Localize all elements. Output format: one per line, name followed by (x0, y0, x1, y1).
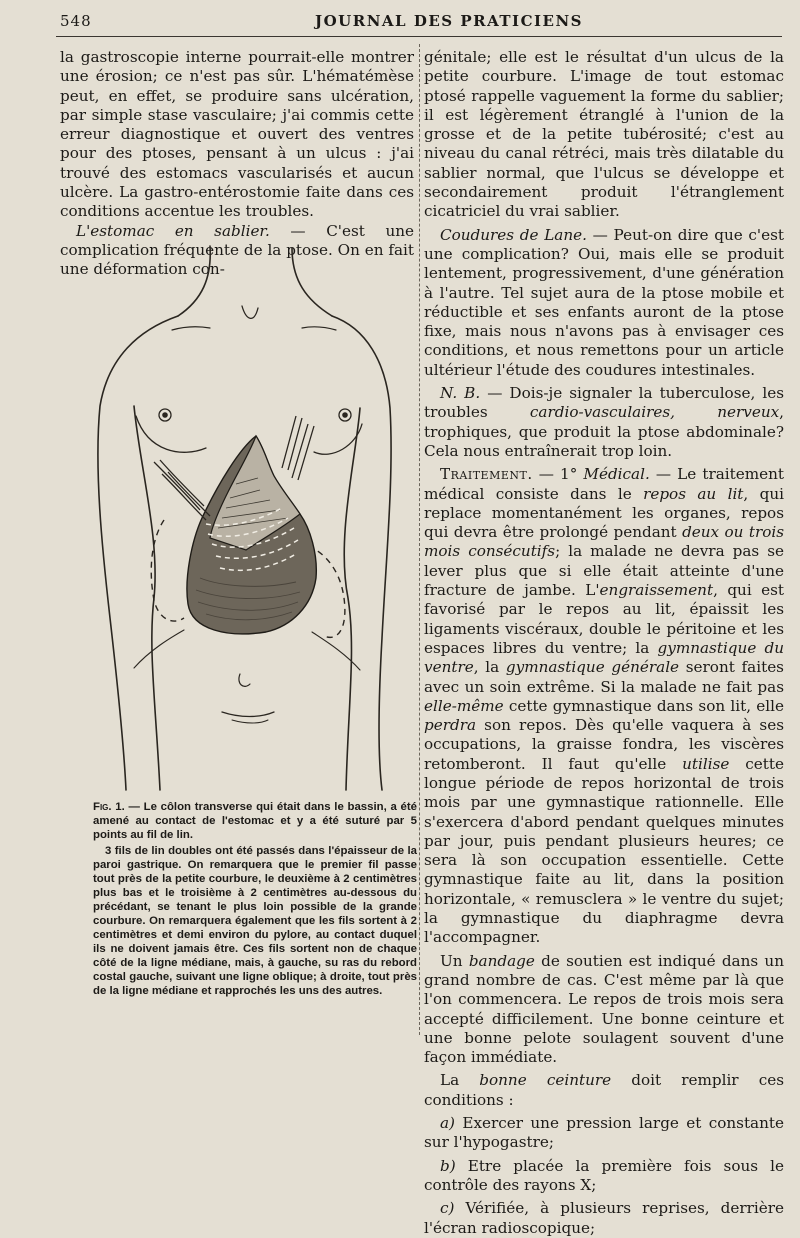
neck-left-line (178, 246, 210, 316)
right-paragraph-bandage: Un bandage de soutien est indiqué dans un grand nombre de cas. C'est même par là que l'on commencera. Le repos de trois mois sera accepté difficilement. Une bonne ceinture et une bonne pelote soulagent souvent d'une façon immédiate. (424, 951, 784, 1067)
left-arm-outline (98, 316, 178, 790)
header-rule (56, 36, 782, 37)
left-paragraph-2: L'estomac en sablier. — C'est une complication fréquente de la ptose. On en fait une déformation con- (60, 221, 414, 279)
column-divider (419, 44, 420, 1035)
caption-paragraph-2: 3 fils de lin doubles ont été passés dans l'épaisseur de la paroi gastrique. On remarquera que le premier fil passe tout près de la petite courbure, le deuxième à 2 centimètres plus bas et le troisième à 2 centimètres au-dessous du précédant, se tenant le plus loin possible de la grande courbure. On remarquera également que les fils sortent à 2 centimètres et demi environ du pylore, au contact duquel ils ne doivent jamais être. Ces fils sortent non de chaque côté de la ligne médiane, mais, à gauche, su ras du rebord costal gauche, suivant une ligne oblique; à droite, tout près de la ligne médiane et rapprochés les uns des autres. (93, 845, 417, 997)
section-title-sablier: L'estomac en sablier. (76, 221, 270, 240)
caption-line-1: Fig. 1. — Le côlon transverse qui était dans le bassin, a été amené au contact de l'estomac et y a été suturé par 5 points au fil de lin. (93, 801, 417, 841)
page-number: 548 (60, 12, 92, 30)
torso-illustration (60, 238, 414, 793)
right-paragraph-nb: N. B. — Dois-je signaler la tuberculose, les troubles cardio-vasculaires, nerveux, trophiques, que produit la ptose abdominale? Cela nous entraînerait trop loin. (424, 384, 784, 460)
figure-anatomical-illustration (60, 238, 414, 793)
thread-right-1 (282, 416, 296, 468)
right-paragraph-lane: Coudures de Lane. — Peut-on dire que c'est une complication? Oui, mais elle se produit lentement, progressivement, d'une génération à l'autre. Tel sujet aura de la ptose mobile et réductible et ses enfants auront de la ptose fixe, mais nous n'avons pas à envisager ces conditions, et nous remettons pour un article ultérieur l'étude des coudures intestinales. (424, 225, 784, 379)
colon-dashed-left (151, 520, 184, 621)
page-header (60, 12, 780, 34)
right-paragraph-1: génitale; elle est le résultat d'un ulcus de la petite courbure. L'image de tout estomac ptosé rappelle vaguement la forme du sablier; il est légèrement étranglé à l'union de la grosse et de la petite tubérosité; c'est au niveau du canal rétréci, mais très dilatable du sablier normal, que l'ulcus se développe et secondairement produit l'étranglement cicatriciel du vrai sablier. (424, 48, 784, 221)
neck-right-line (292, 248, 332, 316)
journal-title: JOURNAL DES PRATICIENS (315, 12, 583, 30)
list-item-a: a) Exercer une pression large et constante sur l'hypogastre; (424, 1114, 784, 1152)
torso-right-side (344, 408, 360, 790)
left-paragraph-1: la gastroscopie interne pourrait-elle montrer une érosion; ce n'est pas sûr. L'hématémèse peut, en effet, se produire sans ulcération, par simple stase vasculaire; j'ai commis cette erreur diagnostique et ouvert des ventres pour des ptoses, pensant à un ulcus : j'ai trouvé des estomacs vascularisés et aucun ulcère. La gastro-entérostomie faite dans ces conditions accentue les troubles. (60, 48, 414, 221)
stomach-shape (187, 436, 316, 634)
right-paragraph-traitement: Traitement. — 1° Médical. — Le traitement médical consiste dans le repos au lit, qui replace momentanément les organes, repos qui devra être prolongé pendant deux ou trois mois consécutifs; la malade ne devra pas se lever plus que si elle était atteinte d'une fracture de jambe. L'engraissement, qui est favorisé par le repos au lit, épaissit les ligaments viscéraux, double le péritoine et les espaces libres du ventre; la gymnastique du ventre, la gymnastique générale seront faites avec un soin extrême. Si la malade ne fait pas elle-même cette gymnastique dans son lit, elle perdra son repos. Dès qu'elle vaquera à ses occupations, la graisse fondra, les viscères retomberont. Il faut qu'elle utilise cette longue période de repos horizontal de trois mois par une gymnastique rationnelle. Elle s'exercera d'abord pendant quelques minutes par jour, puis pendant plusieurs heures; ce sera là son occupation essentielle. Cette gymnastique faite au lit, dans la position horizontale, « remusclera » le ventre du sujet; la gymnastique du diaphragme devra l'accompagner. (424, 465, 784, 947)
list-item-b: b) Etre placée la première fois sous le contrôle des rayons X; (424, 1156, 784, 1194)
right-arm-outline (332, 316, 391, 790)
figure-caption (93, 800, 417, 1000)
right-column (424, 48, 784, 1238)
right-paragraph-ceinture: La bonne ceinture doit remplir ces conditions : (424, 1071, 784, 1109)
list-item-c: c) Vérifiée, à plusieurs reprises, derrière l'écran radioscopique; (424, 1199, 784, 1237)
thread-left-1 (154, 462, 200, 510)
